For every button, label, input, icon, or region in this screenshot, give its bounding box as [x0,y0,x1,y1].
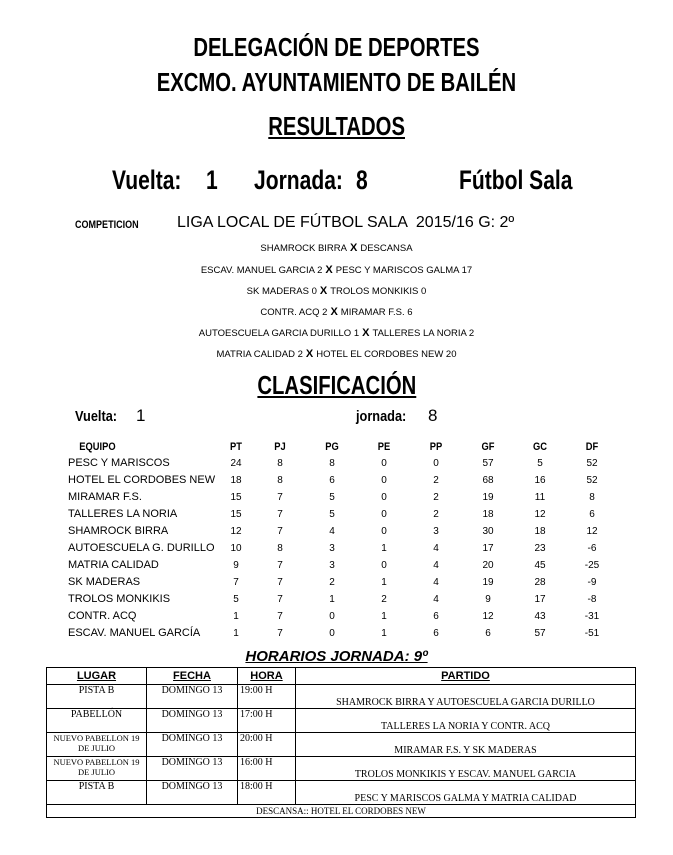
stat-pj: 7 [277,526,283,537]
stat-gf: 12 [482,611,494,622]
stat-pt: 1 [233,628,239,639]
stat-pp: 2 [433,475,439,486]
table-row [68,506,618,523]
result-home: SK MADERAS 0 [246,286,317,297]
horario-lugar: PISTA B [47,685,147,709]
stat-pe: 0 [381,492,387,503]
title-ayuntamiento: EXCMO. AYUNTAMIENTO DE BAILÉN [156,67,517,97]
stat-pp: 4 [433,577,439,588]
horario-lugar: NUEVO PABELLON 19 DE JULIO [47,757,147,781]
result-away: TROLOS MONKIKIS 0 [330,286,427,297]
stat-df: 52 [586,475,598,486]
stat-pp: 4 [433,594,439,605]
horarios-header-fecha: FECHA [147,668,238,685]
jornada-value: 8 [356,165,368,195]
stat-df: 8 [589,492,595,503]
stat-pp: 6 [433,611,439,622]
stat-pp: 4 [433,560,439,571]
clas-header-df: DF [585,440,599,453]
table-row [47,733,636,757]
stat-pj: 8 [277,475,283,486]
stat-pe: 0 [381,458,387,469]
stat-pt: 15 [230,492,242,503]
stat-pg: 0 [329,628,335,639]
result-home: SHAMROCK BIRRA [260,243,347,254]
horario-partido: PESC Y MARISCOS GALMA Y MATRIA CALIDAD [296,781,636,805]
stat-gf: 20 [482,560,494,571]
stat-pg: 3 [329,543,335,554]
clas-header-gf: GF [481,440,495,453]
title-delegacion: DELEGACIÓN DE DEPORTES [193,32,480,62]
vuelta-value: 1 [206,165,218,195]
horario-hora: 19:00 H [238,685,296,709]
table-row [68,608,618,625]
stat-pe: 1 [381,628,387,639]
clas-vuelta-label: Vuelta: [75,408,118,425]
stat-pe: 1 [381,543,387,554]
stat-pg: 0 [329,611,335,622]
horario-hora: 17:00 H [238,709,296,733]
horario-lugar: PISTA B [47,781,147,805]
stat-pt: 9 [233,560,239,571]
clas-header-pg: PG [325,440,339,453]
sport-label: Fútbol Sala [459,165,573,195]
stat-pp: 6 [433,628,439,639]
stat-gf: 19 [482,492,494,503]
stat-df: -31 [584,611,600,622]
horario-lugar: PABELLÓN [47,709,147,733]
table-row [68,472,618,489]
stat-gc: 11 [534,492,546,503]
title-resultados: RESULTADOS [268,111,405,141]
clas-header-pp: PP [429,440,443,453]
result-line [0,348,673,360]
clas-header-equipo: EQUIPO [79,440,116,453]
stat-pe: 0 [381,560,387,571]
stat-pg: 5 [329,492,335,503]
stat-pp: 3 [433,526,439,537]
result-separator: X [305,348,314,360]
clas-jornada-label: jornada: [356,408,407,425]
stat-gc: 16 [534,475,546,486]
stat-gc: 18 [534,526,546,537]
result-separator: X [319,285,328,297]
result-line [0,285,673,297]
clas-header-pe: PE [377,440,391,453]
horario-fecha: DOMINGO 13 [147,709,238,733]
stat-pj: 7 [277,560,283,571]
stat-df: -51 [584,628,600,639]
team-name: SK MADERAS [68,576,141,588]
result-separator: X [362,327,370,339]
table-row [68,455,618,472]
clas-header-gc: GC [532,440,548,453]
stat-pt: 15 [230,509,242,520]
jornada-label: Jornada: [254,165,343,195]
stat-pt: 18 [230,475,242,486]
stat-gc: 57 [534,628,546,639]
stat-gc: 12 [534,509,546,520]
result-separator: X [325,264,333,276]
stat-gc: 5 [537,458,543,469]
header-line-1 [0,32,673,63]
stat-pt: 5 [233,594,239,605]
result-separator: X [349,242,358,254]
table-row [68,574,618,591]
team-name: MIRAMAR F.S. [68,491,142,503]
stat-pj: 7 [277,492,283,503]
horario-partido: MIRAMAR F.S. Y SK MADERAS [296,733,636,757]
stat-pe: 0 [381,526,387,537]
clasificacion-header-row [68,438,618,455]
table-row [68,540,618,557]
clasificacion-table [68,438,618,642]
stat-pj: 7 [277,509,283,520]
stat-gf: 19 [482,577,494,588]
stat-pg: 3 [329,560,335,571]
stat-gf: 9 [485,594,491,605]
horarios-header-partido: PARTIDO [296,668,636,685]
stat-pp: 2 [433,509,439,520]
stat-pe: 1 [381,611,387,622]
result-line [0,306,673,318]
horario-partido: TROLOS MONKIKIS Y ESCAV. MANUEL GARCIA [296,757,636,781]
stat-pg: 4 [329,526,335,537]
team-name: ESCAV. MANUEL GARCÍA [68,627,201,639]
stat-pt: 10 [230,543,242,554]
stat-pt: 12 [230,526,242,537]
header-line-3 [0,111,673,142]
vuelta-label: Vuelta: [112,165,182,195]
stat-pe: 2 [381,594,387,605]
stat-pt: 7 [233,577,239,588]
stat-gf: 57 [482,458,494,469]
result-separator: X [330,306,338,318]
horario-fecha: DOMINGO 13 [147,781,238,805]
table-row [47,757,636,781]
table-row [68,523,618,540]
stat-pj: 8 [277,543,283,554]
stat-pe: 0 [381,475,387,486]
clas-header-pj: PJ [274,440,286,453]
team-name: PESC Y MARISCOS [68,457,170,469]
stat-gf: 18 [482,509,494,520]
stat-pj: 7 [277,577,283,588]
stat-pg: 1 [329,594,335,605]
result-home: AUTOESCUELA GARCIA DURILLO 1 [198,328,360,339]
horario-hora: 16:00 H [238,757,296,781]
stat-pj: 7 [277,594,283,605]
horario-fecha: DOMINGO 13 [147,757,238,781]
result-away: MIRAMAR F.S. 6 [340,307,413,318]
result-away: TALLERES LA NORIA 2 [372,328,475,339]
descansa-row [47,805,636,818]
descansa-text: DESCANSA:: HOTEL EL CORDOBES NEW [47,805,636,818]
clas-jornada-value: 8 [428,406,438,425]
stat-pp: 2 [433,492,439,503]
team-name: TALLERES LA NORIA [68,508,178,520]
stat-gc: 43 [534,611,546,622]
result-away: PESC Y MARISCOS GALMA 17 [335,265,473,276]
stat-gc: 28 [534,577,546,588]
result-home: CONTR. ACQ 2 [260,307,328,318]
stat-pe: 1 [381,577,387,588]
stat-pj: 7 [277,628,283,639]
horarios-title-wrap [0,648,673,666]
horario-lugar: NUEVO PABELLON 19 DE JULIO [47,733,147,757]
stat-pj: 7 [277,611,283,622]
stat-df: -6 [587,543,597,554]
stat-df: 12 [586,526,598,537]
clas-header-pt: PT [230,440,242,453]
result-line [0,242,673,254]
team-name: CONTR. ACQ [68,610,137,622]
stat-pp: 0 [433,458,439,469]
stat-df: 52 [586,458,598,469]
clasificacion-title-wrap [0,370,673,401]
horario-fecha: DOMINGO 13 [147,733,238,757]
horario-partido: SHAMROCK BIRRA Y AUTOESCUELA GARCIA DURILLO [296,685,636,709]
horario-hora: 18:00 H [238,781,296,805]
stat-df: -8 [587,594,597,605]
stat-pg: 2 [329,577,335,588]
stat-df: -25 [584,560,600,571]
team-name: AUTOESCUELA G. DURILLO [68,542,215,554]
stat-pt: 24 [230,458,242,469]
team-name: HOTEL EL CORDOBES NEW [68,474,216,486]
horarios-title: HORARIOS JORNADA: 9º [245,648,428,665]
table-row [68,591,618,608]
result-home: ESCAV. MANUEL GARCIA 2 [200,265,323,276]
clas-vuelta-value: 1 [136,406,146,425]
result-line [0,264,673,276]
result-away: HOTEL EL CORDOBES NEW 20 [316,349,457,360]
horarios-header-hora: HORA [238,668,296,685]
header-line-2 [0,67,673,98]
stat-gc: 17 [534,594,546,605]
result-home: MATRIA CALIDAD 2 [216,349,303,360]
table-row [68,625,618,642]
horarios-header-lugar: LUGAR [47,668,147,685]
horarios-table [46,667,636,818]
team-name: TROLOS MONKIKIS [68,593,171,605]
stat-gf: 30 [482,526,494,537]
stat-gf: 17 [482,543,494,554]
stat-pe: 0 [381,509,387,520]
table-row [68,557,618,574]
stat-gf: 68 [482,475,494,486]
horario-fecha: DOMINGO 13 [147,685,238,709]
stat-pg: 5 [329,509,335,520]
stat-pg: 8 [329,458,335,469]
horario-hora: 20:00 H [238,733,296,757]
result-line [0,327,673,339]
competicion-value: LIGA LOCAL DE FÚTBOL SALA 2015/16 G: 2º [177,214,515,231]
stat-pj: 8 [277,458,283,469]
clasificacion-title: CLASIFICACIÓN [257,370,416,400]
result-away: DESCANSA [360,243,413,254]
stat-gc: 23 [534,543,546,554]
table-row [47,781,636,805]
horarios-header-row [47,668,636,685]
stat-gf: 6 [485,628,491,639]
team-name: SHAMROCK BIRRA [68,525,169,537]
stat-df: -9 [587,577,597,588]
stat-gc: 45 [534,560,546,571]
stat-pt: 1 [233,611,239,622]
stat-pp: 4 [433,543,439,554]
table-row [47,709,636,733]
table-row [47,685,636,709]
stat-df: 6 [589,509,595,520]
team-name: MATRIA CALIDAD [68,559,159,571]
stat-pg: 6 [329,475,335,486]
table-row [68,489,618,506]
competicion-label: COMPETICION [75,219,139,231]
horario-partido: TALLERES LA NORIA Y CONTR. ACQ [296,709,636,733]
